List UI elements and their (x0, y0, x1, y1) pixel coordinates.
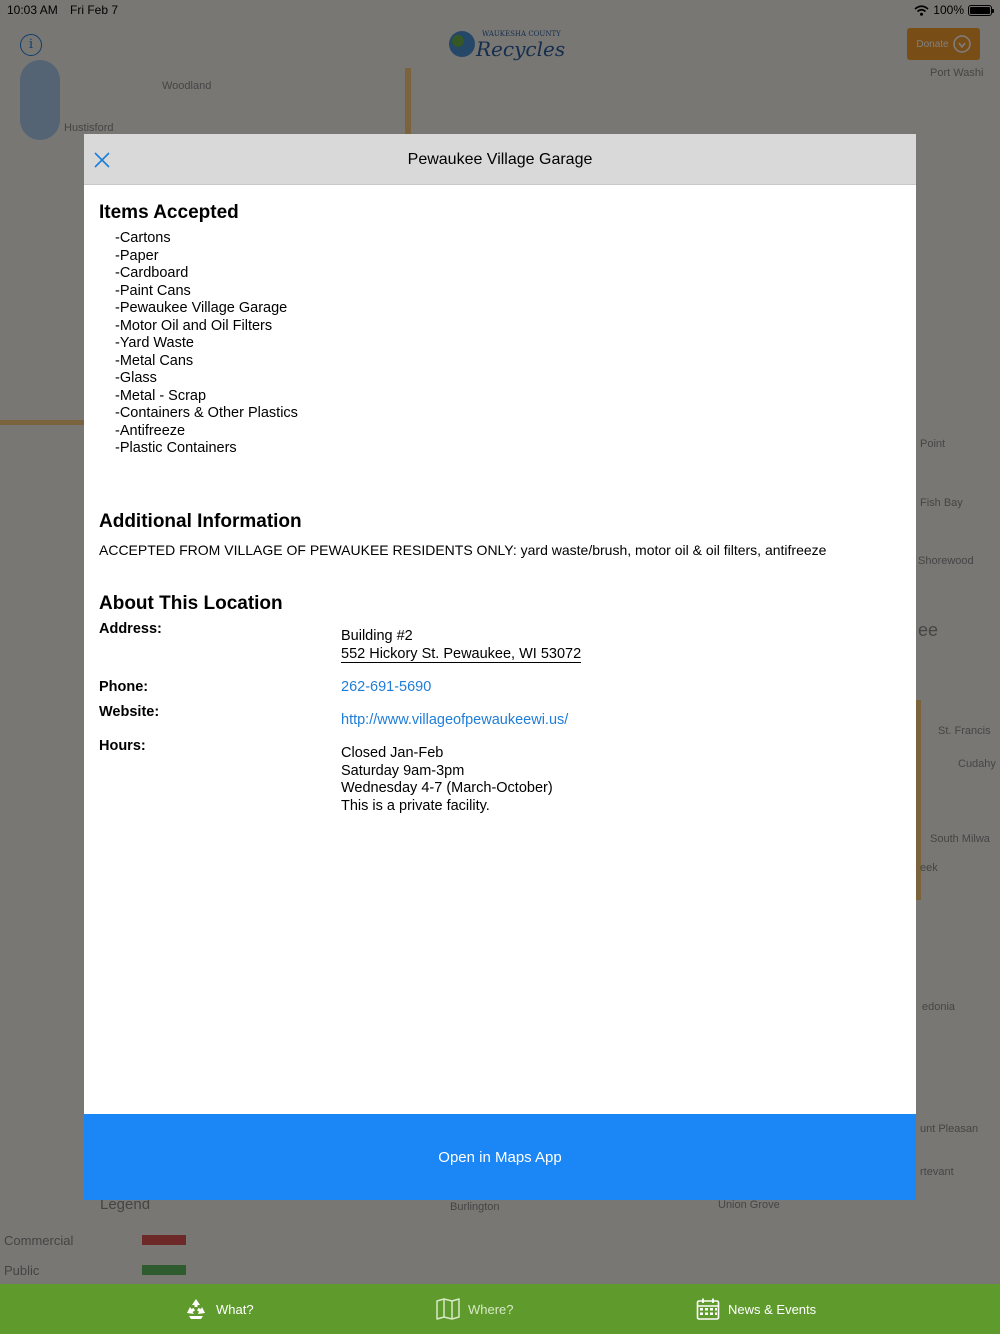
close-icon[interactable] (92, 150, 112, 170)
tab-what[interactable] (184, 1284, 254, 1334)
hours-label: Hours: (99, 738, 146, 754)
hours-line: This is a private facility. (341, 797, 490, 814)
items-accepted-heading: Items Accepted (99, 202, 239, 223)
phone-link[interactable]: 262-691-5690 (341, 679, 432, 695)
modal-header (84, 134, 916, 185)
list-item: -Antifreeze (115, 422, 186, 439)
hours-line: Closed Jan-Feb (341, 745, 444, 761)
recycle-icon (184, 1297, 208, 1321)
list-item: -Paint Cans (115, 282, 191, 299)
modal-title: Pewaukee Village Garage (407, 151, 593, 168)
tab-news-events-label: News & Events (728, 1301, 817, 1317)
open-in-maps-button[interactable]: Open in Maps App (84, 1114, 916, 1200)
address-line2: 552 Hickory St. Pewaukee, WI 53072 (341, 645, 582, 662)
map-icon (436, 1298, 460, 1320)
tab-what-label: What? (216, 1301, 254, 1317)
tab-where-label: Where? (468, 1301, 514, 1317)
list-item: -Paper (115, 247, 159, 264)
list-item: -Pewaukee Village Garage (115, 300, 288, 316)
list-item: -Motor Oil and Oil Filters (115, 317, 273, 334)
hours-line: Wednesday 4-7 (March-October) (341, 780, 553, 796)
list-item: -Containers & Other Plastics (115, 405, 298, 421)
list-item: -Metal Cans (115, 352, 194, 369)
items-accepted-list (115, 230, 298, 458)
list-item: -Plastic Containers (115, 440, 237, 456)
address-label: Address: (99, 621, 162, 637)
website-link[interactable]: http://www.villageofpewaukeewi.us/ (341, 712, 569, 728)
calendar-icon (696, 1297, 720, 1321)
hours-value (341, 745, 553, 815)
list-item: -Metal - Scrap (115, 387, 207, 404)
list-item: -Yard Waste (115, 335, 194, 351)
tab-news-events[interactable] (696, 1284, 816, 1334)
additional-info-text: ACCEPTED FROM VILLAGE OF PEWAUKEE RESIDENTS ONLY: yard waste/brush, motor oil & oil filters, antifreeze (99, 542, 827, 558)
list-item: -Cardboard (115, 265, 189, 281)
address-value (341, 628, 581, 663)
list-item: -Glass (115, 370, 157, 386)
website-label: Website: (99, 704, 160, 720)
about-location-heading: About This Location (99, 593, 283, 614)
tab-bar (0, 1284, 1000, 1334)
address-line1: Building #2 (341, 628, 413, 644)
additional-info-heading: Additional Information (99, 511, 302, 532)
list-item: -Cartons (115, 230, 171, 246)
hours-line: Saturday 9am-3pm (341, 762, 465, 779)
phone-label: Phone: (99, 679, 149, 695)
tab-where[interactable] (436, 1284, 514, 1334)
location-detail-modal (84, 134, 916, 1200)
